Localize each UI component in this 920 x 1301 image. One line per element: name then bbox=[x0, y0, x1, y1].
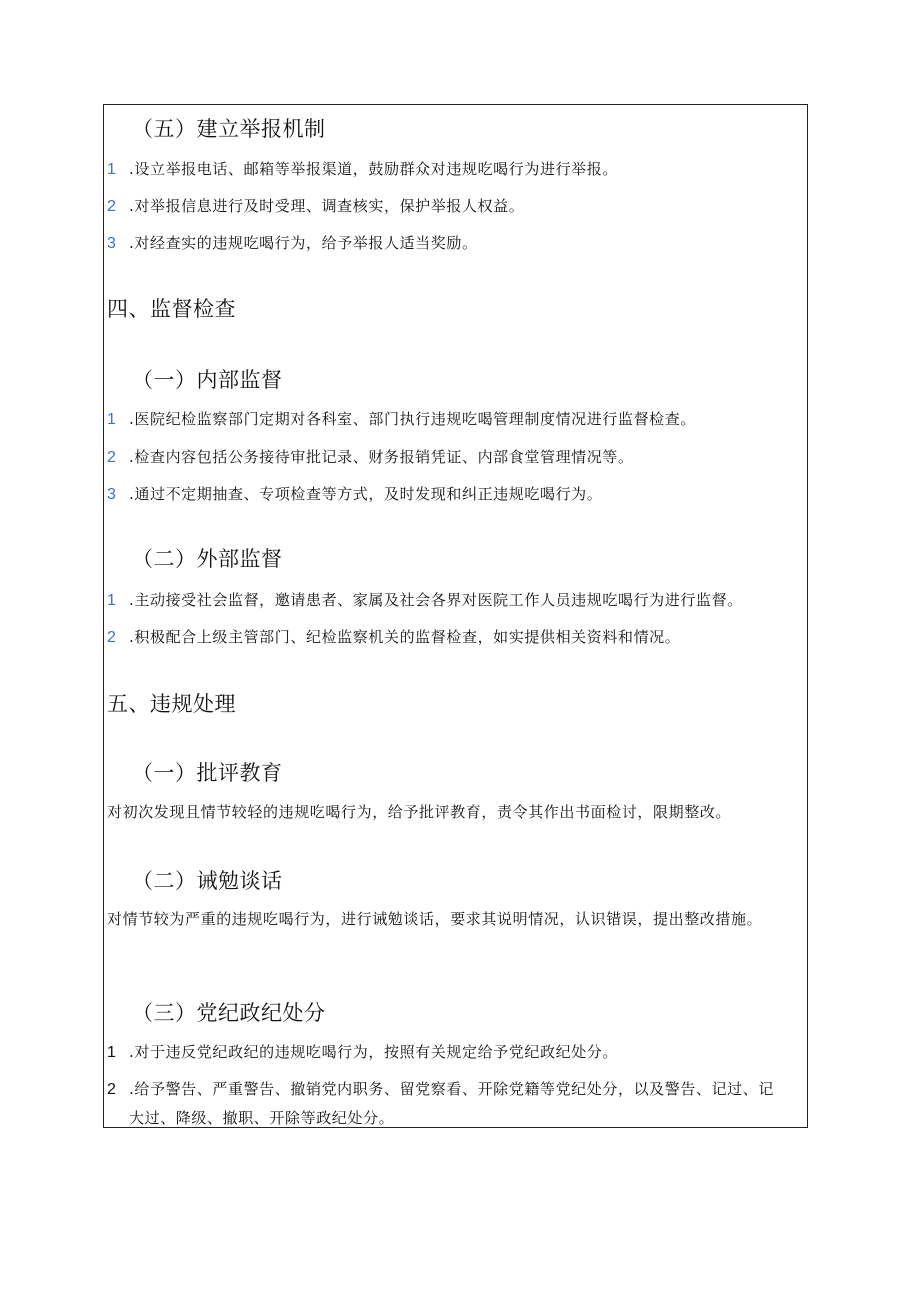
item-text: .检查内容包括公务接待审批记录、财务报销凭证、内部食堂管理情况等。 bbox=[129, 448, 634, 466]
item-text: .对举报信息进行及时受理、调查核实，保护举报人权益。 bbox=[129, 197, 525, 215]
section-heading: （三）党纪政纪处分 bbox=[132, 1001, 326, 1025]
item-number: 2 bbox=[107, 449, 117, 466]
list-item bbox=[104, 589, 807, 610]
document-frame bbox=[103, 104, 808, 1128]
part-heading: 五、违规处理 bbox=[107, 692, 236, 716]
item-text: .主动接受社会监督，邀请患者、家属及社会各界对医院工作人员违规吃喝行为进行监督。 bbox=[129, 591, 743, 609]
list-item bbox=[104, 408, 807, 429]
item-text: .对于违反党纪政纪的违规吃喝行为，按照有关规定给予党纪政纪处分。 bbox=[129, 1043, 618, 1061]
item-number: 1 bbox=[107, 161, 117, 178]
item-number: 1 bbox=[107, 1044, 117, 1061]
section-heading: （一）内部监督 bbox=[132, 368, 283, 392]
paragraph: 对情节较为严重的违规吃喝行为，进行诫勉谈话，要求其说明情况，认识错误，提出整改措施。 bbox=[107, 910, 763, 928]
item-text: .设立举报电话、邮箱等举报渠道，鼓励群众对违规吃喝行为进行举报。 bbox=[129, 160, 618, 178]
item-text: .通过不定期抽查、专项检查等方式，及时发现和纠正违规吃喝行为。 bbox=[129, 485, 603, 503]
item-number: 3 bbox=[107, 486, 117, 503]
item-number: 2 bbox=[107, 1081, 117, 1098]
section-heading: （一）批评教育 bbox=[132, 761, 283, 785]
section-heading: （二）外部监督 bbox=[132, 547, 283, 571]
paragraph: 对初次发现且情节较轻的违规吃喝行为，给予批评教育，责令其作出书面检讨，限期整改。 bbox=[107, 803, 732, 821]
item-number: 2 bbox=[107, 629, 117, 646]
item-number: 1 bbox=[107, 411, 117, 428]
section-heading: （五）建立举报机制 bbox=[132, 117, 326, 141]
part-heading: 四、监督检查 bbox=[107, 297, 236, 321]
item-number: 3 bbox=[107, 235, 117, 252]
list-item bbox=[104, 483, 807, 504]
item-number: 1 bbox=[107, 592, 117, 609]
list-item bbox=[104, 1041, 807, 1062]
item-text: .对经查实的违规吃喝行为，给予举报人适当奖励。 bbox=[129, 234, 478, 252]
list-item bbox=[104, 446, 807, 467]
item-text: .给予警告、严重警告、撤销党内职务、留党察看、开除党籍等党纪处分，以及警告、记过、记大过、降级、撤职、开除等政纪处分。 bbox=[129, 1080, 774, 1127]
item-text: .积极配合上级主管部门、纪检监察机关的监督检查，如实提供相关资料和情况。 bbox=[129, 628, 681, 646]
item-text: .医院纪检监察部门定期对各科室、部门执行违规吃喝管理制度情况进行监督检查。 bbox=[129, 410, 696, 428]
list-item bbox=[104, 626, 807, 647]
list-item bbox=[104, 232, 807, 253]
list-item bbox=[104, 1075, 797, 1133]
item-number: 2 bbox=[107, 198, 117, 215]
section-heading: （二）诫勉谈话 bbox=[132, 869, 283, 893]
list-item bbox=[104, 195, 807, 216]
list-item bbox=[104, 158, 807, 179]
